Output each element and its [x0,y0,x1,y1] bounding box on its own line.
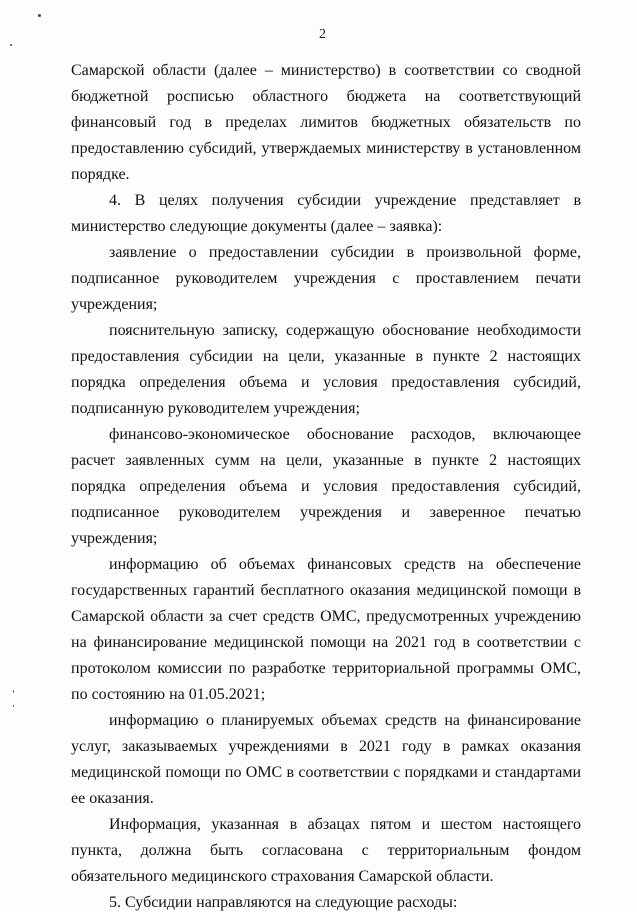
paragraph-application: заявление о предоставлении субсидии в произвольной форме, подписанное руководителем учреждения с проставлением печати учреждения; [71,244,581,313]
page-number: 2 [319,27,326,42]
scan-speck [13,705,14,707]
document-body [71,58,581,916]
scan-speck [38,14,41,17]
scan-speck [13,690,14,693]
scan-speck [10,44,12,46]
paragraph-clause-5: 5. Субсидии направляются на следующие расходы: [109,894,458,911]
paragraph-clause-4: 4. В целях получения субсидии учреждение представляет в министерство следующие документы (далее – заявка): [71,192,581,235]
paragraph-continuation: Самарской области (далее – министерство) в соответствии со сводной бюджетной росписью областного бюджета на соответствующий финансовый год в пределах лимитов бюджетных обязательств по предоставлению субсидий, утверждаемых министерству в установленном порядке. [71,62,581,183]
paragraph-explanatory-note: пояснительную записку, содержащую обоснование необходимости предоставления субсидии на цели, указанные в пункте 2 настоящих порядка определения объема и условия предоставления субсидий, подписанную руководителем учреждения; [71,322,581,417]
paragraph-financial-justification: финансово-экономическое обоснование расходов, включающее расчет заявленных сумм на цели, указанные в пункте 2 настоящих порядка определения объема и условия предоставления субсидий, подписанное руководителем учреждения и заверенное печатью учреждения; [71,426,581,547]
paragraph-planned-volumes-info: информацию о планируемых объемах средств на финансирование услуг, заказываемых учреждениями в 2021 году в рамках оказания медицинской помощи по ОМС в соответствии с порядками и стандартами ее оказания. [71,712,581,807]
paragraph-oms-funding-info: информацию об объемах финансовых средств на обеспечение государственных гарантий бесплатного оказания медицинской помощи в Самарской области за счет средств ОМС, предусмотренных учреждению на финансирование медицинской помощи на 2021 год в соответствии с протоколом комиссии по разработке территориальной программы ОМС, по состоянию на 01.05.2021; [71,556,581,703]
paragraph-coordination-note: Информация, указанная в абзацах пятом и шестом настоящего пункта, должна быть согласована с территориальным фондом обязательного медицинского страхования Самарской области. [71,816,581,885]
